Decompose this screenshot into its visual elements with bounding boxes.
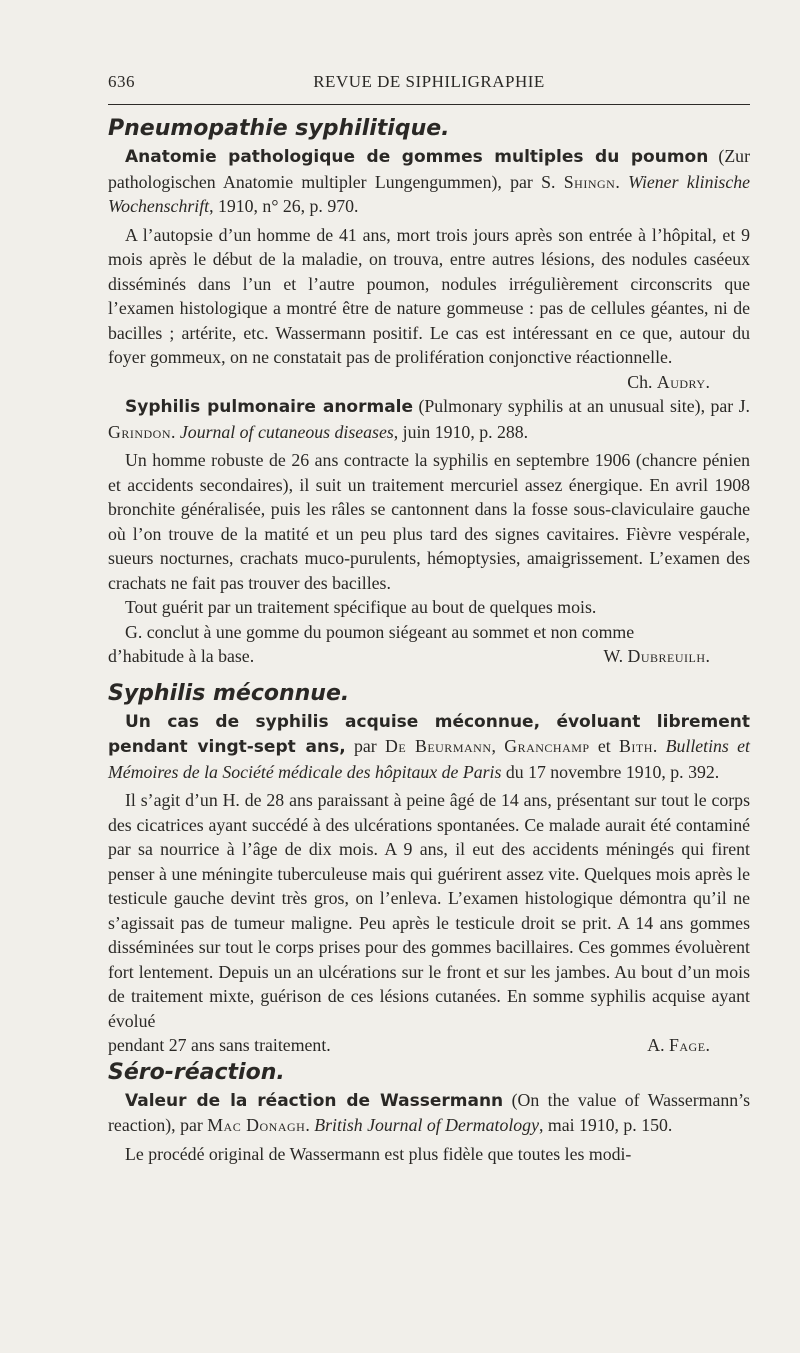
citation-journal: Wiener klinische Wochenschrift bbox=[108, 171, 751, 216]
citation-author: Mac Donagh bbox=[207, 1115, 306, 1135]
entry-body-2-p3: G. conclut à une gomme du poumon siégeant au sommet et non comme bbox=[125, 621, 635, 642]
citation-text: (Pulmonary syphilis at an unusual site), par J. bbox=[413, 396, 750, 416]
citation-author-1: De Beurmann bbox=[384, 736, 492, 756]
entry-2-last-line bbox=[108, 644, 750, 669]
citation-author: Grindon bbox=[108, 421, 172, 442]
citation-text: . bbox=[171, 421, 180, 442]
signature-2 bbox=[603, 644, 710, 669]
citation-text: (On the value of Wassermann’s reaction), par bbox=[108, 1089, 750, 1135]
citation-text: . bbox=[652, 736, 666, 756]
citation-text: du 17 novembre 1910, p. 392. bbox=[501, 761, 720, 782]
entry-body-3: Il s’agit d’un H. de 28 ans paraissant à peine âgé de 14 ans, présentant sur tout le corps des cicatrices ayant succédé à des ulcérations spontanées. Ce malade aurait été contaminé par sa nourrice à l’âge de dix mois. A 9 ans, il eut des accidents méningés qui firent penser à une méningite tuberculeuse mais qui guérirent assez vite. Quelques mois après le testicule gauche devint très gros, on l’enleva. L’examen histologique démontra qu’il ne s’agissait pas de tumeur maligne. Peu après le testicule droit se prit. A 14 ans gommes disséminées sur tout le corps prises pour des gommes bacillaires. Ces gommes évoluèrent fort lentement. Depuis un an ulcérations sur le front et sur les jambes. Au bout d’un mois de traitement mixte, guérison de ces lésions cutanées. En somme syphilis acquise ayant évolué bbox=[108, 790, 750, 1031]
citation-text: par bbox=[345, 736, 385, 756]
signature-text: Ch. bbox=[627, 371, 657, 392]
citation-text: (Zur pathologischen Anatomie multipler Lungengummen), par S. bbox=[108, 146, 750, 192]
entry-title-1: Anatomie pathologique de gommes multiples du poumon bbox=[125, 147, 709, 167]
citation-journal: Bulletins et Mémoires de la Société médicale des hôpitaux de Paris bbox=[108, 736, 750, 782]
entry-body-2-p2: Tout guérit par un traitement spécifique au bout de quelques mois. bbox=[125, 597, 597, 617]
citation-text: et bbox=[589, 736, 620, 756]
signature-1 bbox=[108, 370, 750, 395]
citation-author-3: Bith bbox=[619, 736, 653, 756]
signature-text: . bbox=[705, 1035, 710, 1055]
entry-citation-3 bbox=[108, 709, 750, 785]
entry-citation-4 bbox=[108, 1088, 750, 1138]
text-column bbox=[108, 114, 750, 1166]
citation-journal: British Journal of Dermatology bbox=[314, 1115, 539, 1135]
signature-text: W. bbox=[603, 646, 628, 666]
signature-3 bbox=[647, 1033, 710, 1058]
section-title-sero-reaction: Séro-réaction. bbox=[108, 1059, 285, 1085]
header-rule bbox=[108, 104, 750, 105]
citation-text: , mai 1910, p. 150. bbox=[538, 1115, 673, 1135]
section-title-pneumopathie: Pneumopathie syphilitique. bbox=[108, 116, 450, 141]
entry-title-4: Valeur de la réaction de Wassermann bbox=[125, 1090, 504, 1111]
signature-name: Dubreuilh bbox=[627, 646, 706, 666]
entry-body-4: Le procédé original de Wassermann est plus fidèle que toutes les modi- bbox=[125, 1143, 632, 1164]
signature-text: . bbox=[705, 371, 710, 392]
citation-text: , 1910, n° 26, p. 970. bbox=[209, 196, 359, 216]
signature-text: . bbox=[705, 646, 710, 666]
entry-body-3-end: pendant 27 ans sans traitement. bbox=[108, 1035, 331, 1055]
entry-citation-1 bbox=[108, 144, 750, 219]
signature-name: Audry bbox=[656, 371, 706, 392]
signature-text: A. bbox=[647, 1035, 669, 1055]
running-title: REVUE DE SIPHILIGRAPHIE bbox=[313, 72, 545, 91]
entry-citation-2 bbox=[108, 394, 750, 444]
citation-text: , bbox=[491, 736, 505, 756]
page-number: 636 bbox=[108, 72, 135, 91]
citation-text: , juin 1910, p. 288. bbox=[393, 421, 529, 442]
entry-body-1: A l’autopsie d’un homme de 41 ans, mort trois jours après son entrée à l’hôpital, et 9 mois après le début de la maladie, on trouva, entre autres lésions, des nodules caséeux disséminés dans l’un et l’autre poumon, nodules irrégulièrement circonscrits que l’examen histologique a montré être de nature gommeuse : pas de cellules géantes, ni de bacilles ; artérite, etc. Wassermann positif. Le cas est intéressant en ce que, autour du foyer gommeux, on ne constatait pas de prolifération conjonctive réactionnelle. bbox=[108, 224, 750, 367]
entry-title-3: Un cas de syphilis acquise méconnue, évoluant librement pendant vingt-sept ans, bbox=[108, 711, 750, 757]
entry-3-last-line bbox=[108, 1033, 750, 1058]
entry-body-2-p1: Un homme robuste de 26 ans contracte la syphilis en septembre 1906 (chancre pénien et accidents secondaires), il suit un traitement mercuriel assez énergique. En avril 1908 bronchite généralisée, puis les râles se cantonnent dans la fosse sous-claviculaire gauche où l’on trouve de la matité et un peu plus tard des signes cavitaires. Fièvre vespérale, sueurs nocturnes, crachats muco-purulents, hémoptysies, amaigrissement. L’examen des crachats ne fait pas trouver des bacilles. bbox=[108, 450, 750, 593]
citation-author-2: Granchamp bbox=[504, 736, 590, 756]
section-title-syphilis-meconnue: Syphilis méconnue. bbox=[108, 680, 350, 706]
citation-text: . bbox=[305, 1115, 315, 1135]
citation-text: . bbox=[615, 171, 629, 192]
signature-name: Fage bbox=[668, 1035, 706, 1055]
entry-title-2: Syphilis pulmonaire anormale bbox=[125, 397, 414, 417]
entry-body-2-p3-end: d’habitude à la base. bbox=[108, 646, 255, 666]
citation-author: Shingn bbox=[563, 171, 616, 192]
citation-journal: Journal of cutaneous diseases bbox=[179, 421, 394, 442]
page-header bbox=[108, 72, 750, 96]
